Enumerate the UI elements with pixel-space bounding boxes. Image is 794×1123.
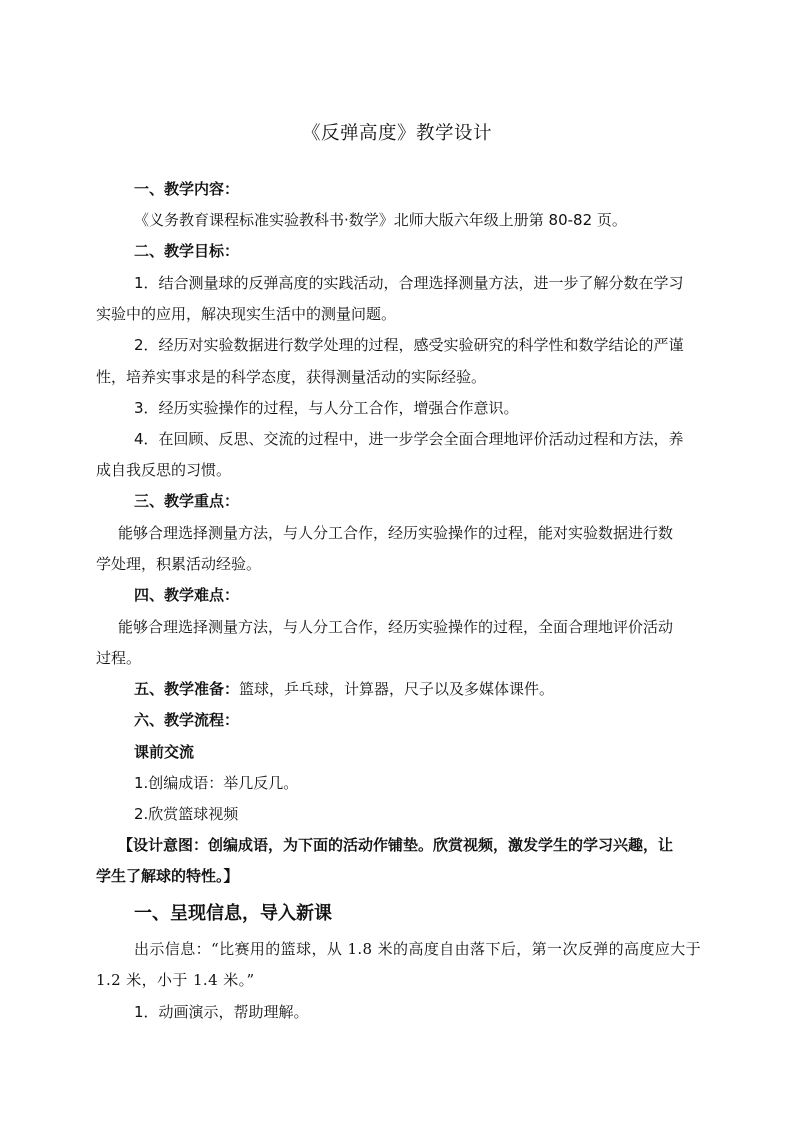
- design-intent-line-2: 学生了解球的特性。】: [96, 867, 239, 885]
- goal-4-line-2: 成自我反思的习惯。: [96, 461, 232, 479]
- heading-difficulties: 四、教学难点：: [134, 586, 240, 604]
- goal-2-line-2: 性，培养实事求是的科学态度，获得测量活动的实际经验。: [96, 368, 487, 386]
- info-line-2: 1.2 米，小于 1.4 米。”: [96, 971, 255, 989]
- goal-3: 3．经历实验操作的过程，与人分工合作，增强合作意识。: [134, 399, 519, 417]
- pre-class-heading: 课前交流: [134, 743, 195, 761]
- preparation-text: 篮球，乒乓球，计算器，尺子以及多媒体课件。: [239, 680, 555, 698]
- teaching-content-text: 《义务教育课程标准实验教科书·数学》北师大版六年级上册第 80-82 页。: [134, 211, 627, 229]
- goal-1-line-1: 1．结合测量球的反弹高度的实践活动，合理选择测量方法，进一步了解分数在学习: [134, 274, 684, 292]
- section-1-heading: 一、呈现信息，导入新课: [134, 903, 332, 924]
- goal-2-line-1: 2．经历对实验数据进行数学处理的过程，感受实验研究的科学性和数学结论的严谨: [134, 336, 684, 354]
- heading-teaching-goals: 二、教学目标：: [134, 242, 240, 260]
- goal-1-line-2: 实验中的应用，解决现实生活中的测量问题。: [96, 305, 397, 323]
- goal-4-line-1: 4．在回顾、反思、交流的过程中，进一步学会全面合理地评价活动过程和方法，养: [134, 430, 684, 448]
- step-1-text: 1．动画演示，帮助理解。: [134, 1003, 309, 1021]
- difficulties-line-1: 能够合理选择测量方法，与人分工合作，经历实验操作的过程，全面合理地评价活动: [118, 618, 674, 636]
- key-points-line-1: 能够合理选择测量方法，与人分工合作，经历实验操作的过程，能对实验数据进行数: [118, 524, 674, 542]
- design-intent-line-1: 【设计意图：创编成语，为下面的活动作铺垫。欣赏视频，激发学生的学习兴趣，让: [118, 836, 674, 854]
- preparation-line: [134, 678, 554, 700]
- key-points-line-2: 学处理，积累活动经验。: [96, 555, 262, 573]
- document-title: 《反弹高度》教学设计: [301, 123, 492, 144]
- pre-class-item-1: 1.创编成语：举几反几。: [134, 774, 299, 792]
- heading-teaching-process: 六、教学流程：: [134, 711, 240, 729]
- pre-class-item-2: 2.欣赏篮球视频: [134, 805, 239, 823]
- difficulties-line-2: 过程。: [96, 649, 142, 667]
- heading-key-points: 三、教学重点：: [134, 492, 240, 510]
- heading-preparation: 五、教学准备：: [134, 680, 240, 698]
- info-line-1: 出示信息：“比赛用的篮球，从 1.8 米的高度自由落下后，第一次反弹的高度应大于: [134, 940, 702, 958]
- heading-teaching-content: 一、教学内容：: [134, 180, 240, 198]
